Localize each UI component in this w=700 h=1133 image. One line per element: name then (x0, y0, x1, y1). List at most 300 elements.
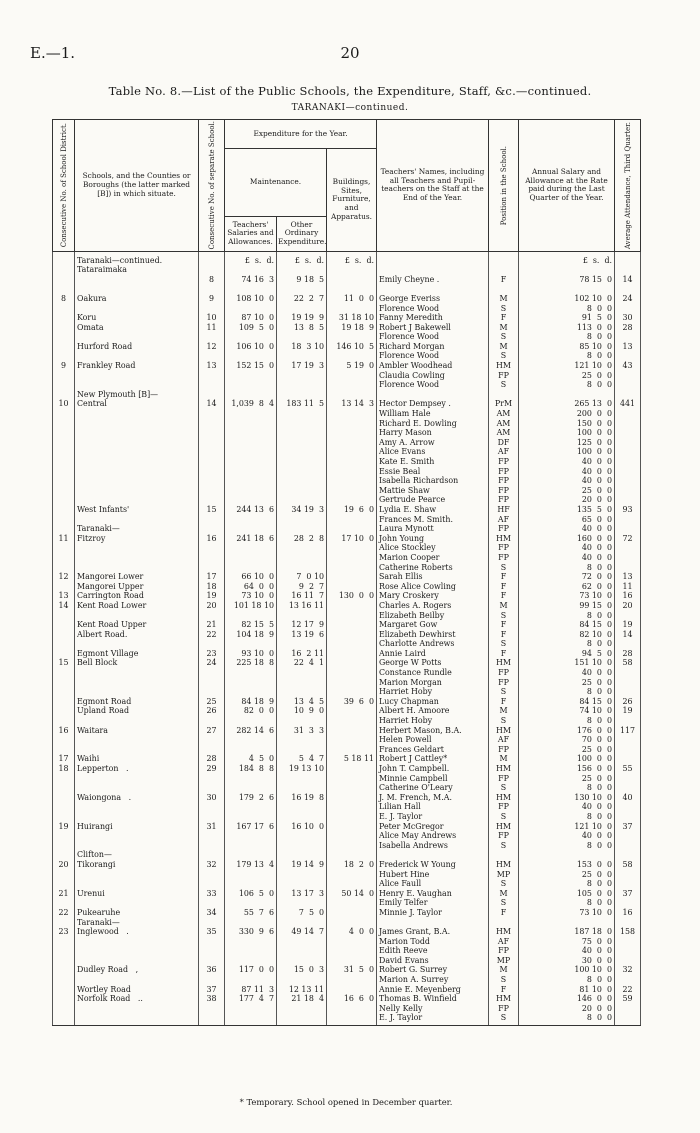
allowance-cell (519, 850, 615, 860)
school-name-line (77, 937, 196, 947)
allowance-cell (519, 918, 615, 928)
salaries-cell: 55 7 6 (225, 908, 277, 918)
district-no-cell (53, 649, 75, 659)
allowance-cell: 8 0 0 (519, 563, 615, 573)
teacher-name-cell: Thomas B. Winfield (377, 994, 489, 1004)
header-attendance: Average Attendance, Third Quarter. (615, 120, 641, 252)
school-no-cell: 10 (199, 313, 225, 323)
district-no-cell (53, 687, 75, 697)
position-cell: S (489, 304, 519, 314)
salaries-cell (225, 563, 277, 573)
attendance-cell (615, 447, 641, 457)
other-expenditure-cell (277, 486, 327, 496)
attendance-cell (615, 457, 641, 467)
school-no-cell (199, 486, 225, 496)
allowance-cell: 100 10 0 (519, 965, 615, 975)
table-row (53, 251, 641, 275)
salaries-cell (225, 639, 277, 649)
school-name-line (77, 898, 196, 908)
attendance-cell (615, 524, 641, 534)
other-expenditure-cell: £ s. d. (277, 251, 327, 275)
school-name-cell (75, 630, 199, 640)
allowance-cell: 78 15 0 (519, 275, 615, 294)
position-cell: S (489, 351, 519, 361)
table-row (53, 534, 641, 544)
school-name-line (77, 716, 196, 726)
attendance-cell (615, 841, 641, 851)
other-expenditure-cell (277, 898, 327, 908)
district-no-cell (53, 620, 75, 630)
school-no-cell: 22 (199, 630, 225, 640)
school-name-line (77, 879, 196, 889)
teacher-name-cell: Helen Powell (377, 735, 489, 745)
buildings-cell (327, 371, 377, 381)
school-no-cell: 25 (199, 697, 225, 707)
district-no-cell (53, 1013, 75, 1025)
teacher-name-cell (377, 251, 489, 275)
teacher-name-cell: Gertrude Pearce (377, 495, 489, 505)
district-no-cell: 19 (53, 822, 75, 832)
school-name-cell (75, 937, 199, 947)
allowance-cell: 187 18 0 (519, 927, 615, 937)
salaries-cell (225, 716, 277, 726)
teacher-name-cell: Alice May Andrews (377, 831, 489, 841)
table-row (53, 611, 641, 621)
school-name-cell (75, 294, 199, 304)
position-cell: FP (489, 543, 519, 553)
position-cell: FP (489, 668, 519, 678)
school-name-cell (75, 706, 199, 716)
table-row (53, 438, 641, 448)
salaries-cell (225, 351, 277, 361)
teacher-name-cell: David Evans (377, 956, 489, 966)
table-row (53, 668, 641, 678)
attendance-cell (615, 802, 641, 812)
buildings-cell: 11 0 0 (327, 294, 377, 304)
teacher-name-cell: Robert J Bakewell (377, 323, 489, 333)
teacher-name-cell: Frederick W Young (377, 860, 489, 870)
teacher-name-cell: J. M. French, M.A. (377, 793, 489, 803)
buildings-cell (327, 409, 377, 419)
school-name-line (77, 783, 196, 793)
other-expenditure-cell (277, 332, 327, 342)
allowance-cell: 40 0 0 (519, 543, 615, 553)
school-name-cell (75, 658, 199, 668)
school-no-cell (199, 438, 225, 448)
school-name-line (77, 668, 196, 678)
school-no-cell (199, 409, 225, 419)
district-no-cell (53, 812, 75, 822)
buildings-cell (327, 467, 377, 477)
district-no-cell (53, 918, 75, 928)
salaries-cell (225, 457, 277, 467)
school-name-cell (75, 409, 199, 419)
allowance-cell: 40 0 0 (519, 668, 615, 678)
school-no-cell: 13 (199, 361, 225, 371)
school-name-cell (75, 361, 199, 371)
school-no-cell: 24 (199, 658, 225, 668)
teacher-name-cell: William Hale (377, 409, 489, 419)
teacher-name-cell: Frances Geldart (377, 745, 489, 755)
school-name-line (77, 515, 196, 525)
district-no-cell (53, 515, 75, 525)
position-cell (489, 918, 519, 928)
position-cell: AF (489, 735, 519, 745)
school-name-cell (75, 735, 199, 745)
teacher-name-cell (377, 918, 489, 928)
buildings-cell (327, 543, 377, 553)
school-no-cell (199, 1004, 225, 1014)
district-no-cell (53, 342, 75, 352)
school-name-cell (75, 754, 199, 764)
table-row (53, 870, 641, 880)
table-row (53, 351, 641, 361)
table-row (53, 582, 641, 592)
school-name-line (77, 687, 196, 697)
position-cell: FP (489, 476, 519, 486)
district-no-cell (53, 745, 75, 755)
table-row (53, 822, 641, 832)
table-subtitle: TARANAKI—continued. (291, 103, 409, 113)
position-cell (489, 251, 519, 275)
district-no-cell (53, 697, 75, 707)
allowance-cell: 8 0 0 (519, 687, 615, 697)
district-no-cell (53, 409, 75, 419)
buildings-cell (327, 486, 377, 496)
salaries-cell (225, 783, 277, 793)
school-name-cell (75, 620, 199, 630)
school-name-line: Mangorei Lower (77, 572, 144, 582)
position-cell: HM (489, 793, 519, 803)
position-cell: MP (489, 870, 519, 880)
teacher-name-cell: Lilian Hall (377, 802, 489, 812)
allowance-cell: 25 0 0 (519, 870, 615, 880)
table-row (53, 841, 641, 851)
school-no-cell (199, 831, 225, 841)
table-row (53, 965, 641, 975)
buildings-cell (327, 841, 377, 851)
teacher-name-cell: Rose Alice Cowling (377, 582, 489, 592)
allowance-cell: 73 10 0 (519, 908, 615, 918)
school-name-cell (75, 649, 199, 659)
buildings-cell: 130 0 0 (327, 591, 377, 601)
salaries-cell (225, 1013, 277, 1025)
allowance-cell: 25 0 0 (519, 371, 615, 381)
position-cell: FP (489, 524, 519, 534)
other-expenditure-cell (277, 802, 327, 812)
district-no-cell (53, 965, 75, 975)
teacher-name-cell: Charles A. Rogers (377, 601, 489, 611)
district-no-cell (53, 543, 75, 553)
allowance-cell: 200 0 0 (519, 409, 615, 419)
attendance-cell (615, 879, 641, 889)
buildings-cell (327, 937, 377, 947)
table-row (53, 447, 641, 457)
other-expenditure-cell: 19 14 9 (277, 860, 327, 870)
district-no-cell: 15 (53, 658, 75, 668)
district-no-cell (53, 783, 75, 793)
other-expenditure-cell: 13 16 11 (277, 601, 327, 611)
school-name-line: Hurford Road (77, 341, 133, 351)
salaries-cell (225, 332, 277, 342)
other-expenditure-cell (277, 495, 327, 505)
table-row (53, 390, 641, 400)
other-expenditure-cell (277, 783, 327, 793)
school-name-line (77, 802, 196, 812)
allowance-cell: 176 0 0 (519, 726, 615, 736)
district-no-cell (53, 716, 75, 726)
header-other-expenditure: Other Ordinary Expenditure. (277, 216, 327, 251)
teacher-name-cell: George W Potts (377, 658, 489, 668)
school-no-cell (199, 515, 225, 525)
table-row (53, 678, 641, 688)
position-cell: F (489, 572, 519, 582)
salaries-cell: 87 10 0 (225, 313, 277, 323)
salaries-cell (225, 438, 277, 448)
school-name-line: Tataraimaka (77, 265, 127, 275)
table-row (53, 860, 641, 870)
position-cell: AM (489, 419, 519, 429)
other-expenditure-cell (277, 409, 327, 419)
position-cell: HM (489, 726, 519, 736)
district-no-cell (53, 323, 75, 333)
other-expenditure-cell (277, 476, 327, 486)
teacher-name-cell: Elizabeth Beilby (377, 611, 489, 621)
school-name-line: Norfolk Road .. (77, 994, 143, 1004)
header-buildings: Buildings, Sites, Furniture, and Apparatus. (327, 149, 377, 252)
other-expenditure-cell: 16 2 11 (277, 649, 327, 659)
attendance-cell: 58 (615, 860, 641, 870)
table-row (53, 956, 641, 966)
school-name-cell (75, 908, 199, 918)
header-expenditure: Expenditure for the Year. (225, 120, 377, 149)
teacher-name-cell: Alice Evans (377, 447, 489, 457)
table-row (53, 879, 641, 889)
allowance-cell: 94 5 0 (519, 649, 615, 659)
table-row (53, 889, 641, 899)
school-name-line: Kent Road Lower (77, 600, 147, 610)
position-cell: AM (489, 428, 519, 438)
district-no-cell (53, 428, 75, 438)
school-name-cell (75, 918, 199, 928)
school-no-cell: 27 (199, 726, 225, 736)
school-no-cell (199, 611, 225, 621)
district-no-cell (53, 371, 75, 381)
school-name-cell (75, 994, 199, 1004)
allowance-cell: 121 10 0 (519, 822, 615, 832)
buildings-cell (327, 419, 377, 429)
school-name-line (77, 611, 196, 621)
position-cell: S (489, 639, 519, 649)
other-expenditure-cell: 19 13 10 (277, 764, 327, 774)
salaries-cell (225, 687, 277, 697)
buildings-cell: 5 19 0 (327, 361, 377, 371)
salaries-cell (225, 831, 277, 841)
teacher-name-cell: Minnie Campbell (377, 774, 489, 784)
buildings-cell (327, 946, 377, 956)
school-name-cell (75, 985, 199, 995)
school-name-cell (75, 860, 199, 870)
position-cell: S (489, 898, 519, 908)
attendance-cell: 24 (615, 294, 641, 304)
school-name-cell (75, 850, 199, 860)
teacher-name-cell: Sarah Ellis (377, 572, 489, 582)
attendance-cell (615, 735, 641, 745)
table-row (53, 802, 641, 812)
school-name-line (77, 351, 196, 361)
buildings-cell (327, 630, 377, 640)
teacher-name-cell: John Young (377, 534, 489, 544)
position-cell: F (489, 591, 519, 601)
allowance-cell: 25 0 0 (519, 486, 615, 496)
allowance-cell: 84 15 0 (519, 620, 615, 630)
district-no-cell (53, 447, 75, 457)
teacher-name-cell: Margaret Gow (377, 620, 489, 630)
salaries-cell (225, 956, 277, 966)
other-expenditure-cell: 49 14 7 (277, 927, 327, 937)
other-expenditure-cell (277, 841, 327, 851)
school-name-line (77, 467, 196, 477)
table-row (53, 476, 641, 486)
school-name-cell (75, 841, 199, 851)
position-cell: M (489, 294, 519, 304)
teacher-name-cell: Marion A. Surrey (377, 975, 489, 985)
teacher-name-cell: Lucy Chapman (377, 697, 489, 707)
school-name-line: Taranaki— (77, 917, 120, 927)
allowance-cell: 40 0 0 (519, 831, 615, 841)
buildings-cell (327, 380, 377, 390)
attendance-cell (615, 918, 641, 928)
allowance-cell: 20 0 0 (519, 1004, 615, 1014)
district-no-cell (53, 735, 75, 745)
attendance-cell (615, 553, 641, 563)
allowance-cell: 8 0 0 (519, 716, 615, 726)
salaries-cell (225, 476, 277, 486)
table-row (53, 898, 641, 908)
school-name-cell (75, 476, 199, 486)
other-expenditure-cell (277, 543, 327, 553)
buildings-cell: 16 6 0 (327, 994, 377, 1004)
position-cell: FP (489, 1004, 519, 1014)
school-no-cell (199, 716, 225, 726)
salaries-cell (225, 850, 277, 860)
salaries-cell: 179 2 6 (225, 793, 277, 803)
teacher-name-cell: Harriet Hoby (377, 687, 489, 697)
district-no-cell (53, 985, 75, 995)
district-no-cell (53, 524, 75, 534)
attendance-cell (615, 870, 641, 880)
school-no-cell (199, 351, 225, 361)
allowance-cell: 102 10 0 (519, 294, 615, 304)
position-cell: FP (489, 745, 519, 755)
district-no-cell: 11 (53, 534, 75, 544)
salaries-cell: 84 18 9 (225, 697, 277, 707)
school-no-cell: 21 (199, 620, 225, 630)
school-no-cell (199, 812, 225, 822)
position-cell: M (489, 889, 519, 899)
attendance-cell: 11 (615, 582, 641, 592)
buildings-cell (327, 457, 377, 467)
position-cell: MP (489, 956, 519, 966)
attendance-cell (615, 467, 641, 477)
allowance-cell (519, 390, 615, 400)
school-name-line: Bell Block (77, 658, 118, 668)
school-no-cell: 17 (199, 572, 225, 582)
school-name-cell (75, 457, 199, 467)
table-row (53, 706, 641, 716)
position-cell: M (489, 754, 519, 764)
position-cell: S (489, 380, 519, 390)
table-row (53, 515, 641, 525)
school-name-cell (75, 678, 199, 688)
salaries-cell: 93 10 0 (225, 649, 277, 659)
district-no-cell (53, 668, 75, 678)
school-name-line: West Infants' (77, 504, 130, 514)
other-expenditure-cell (277, 879, 327, 889)
allowance-cell: 151 10 0 (519, 658, 615, 668)
school-no-cell (199, 850, 225, 860)
table-row (53, 1004, 641, 1014)
school-name-line: Koru (77, 313, 97, 323)
district-no-cell: 21 (53, 889, 75, 899)
salaries-cell: 225 18 8 (225, 658, 277, 668)
school-name-line (77, 1013, 196, 1023)
attendance-cell (615, 678, 641, 688)
salaries-cell: 4 5 0 (225, 754, 277, 764)
teacher-name-cell: Catherine O'Leary (377, 783, 489, 793)
allowance-cell: 8 0 0 (519, 975, 615, 985)
teacher-name-cell (377, 390, 489, 400)
school-name-line (77, 831, 196, 841)
attendance-cell: 30 (615, 313, 641, 323)
position-cell: PrM (489, 399, 519, 409)
attendance-cell (615, 639, 641, 649)
school-no-cell (199, 937, 225, 947)
school-name-cell (75, 745, 199, 755)
position-cell: F (489, 582, 519, 592)
position-cell: S (489, 975, 519, 985)
buildings-cell (327, 476, 377, 486)
table-row (53, 419, 641, 429)
table-row (53, 495, 641, 505)
teacher-name-cell: Nelly Kelly (377, 1004, 489, 1014)
salaries-cell (225, 371, 277, 381)
buildings-cell (327, 515, 377, 525)
attendance-cell: 55 (615, 764, 641, 774)
salaries-cell: 179 13 4 (225, 860, 277, 870)
other-expenditure-cell (277, 850, 327, 860)
school-name-cell (75, 831, 199, 841)
buildings-cell: 31 18 10 (327, 313, 377, 323)
schools-table (52, 119, 641, 1026)
teacher-name-cell: E. J. Taylor (377, 812, 489, 822)
position-cell: HM (489, 860, 519, 870)
school-name-cell (75, 275, 199, 294)
salaries-cell (225, 409, 277, 419)
salaries-cell (225, 524, 277, 534)
school-name-line: Waiongona . (77, 792, 132, 802)
school-name-line (77, 275, 196, 285)
school-no-cell: 30 (199, 793, 225, 803)
attendance-cell (615, 687, 641, 697)
table-row (53, 457, 641, 467)
allowance-cell: 40 0 0 (519, 802, 615, 812)
teacher-name-cell: Annie E. Meyenberg (377, 985, 489, 995)
school-name-line (77, 380, 196, 390)
allowance-cell: 85 10 0 (519, 342, 615, 352)
attendance-cell: 20 (615, 601, 641, 611)
allowance-cell: 40 0 0 (519, 524, 615, 534)
